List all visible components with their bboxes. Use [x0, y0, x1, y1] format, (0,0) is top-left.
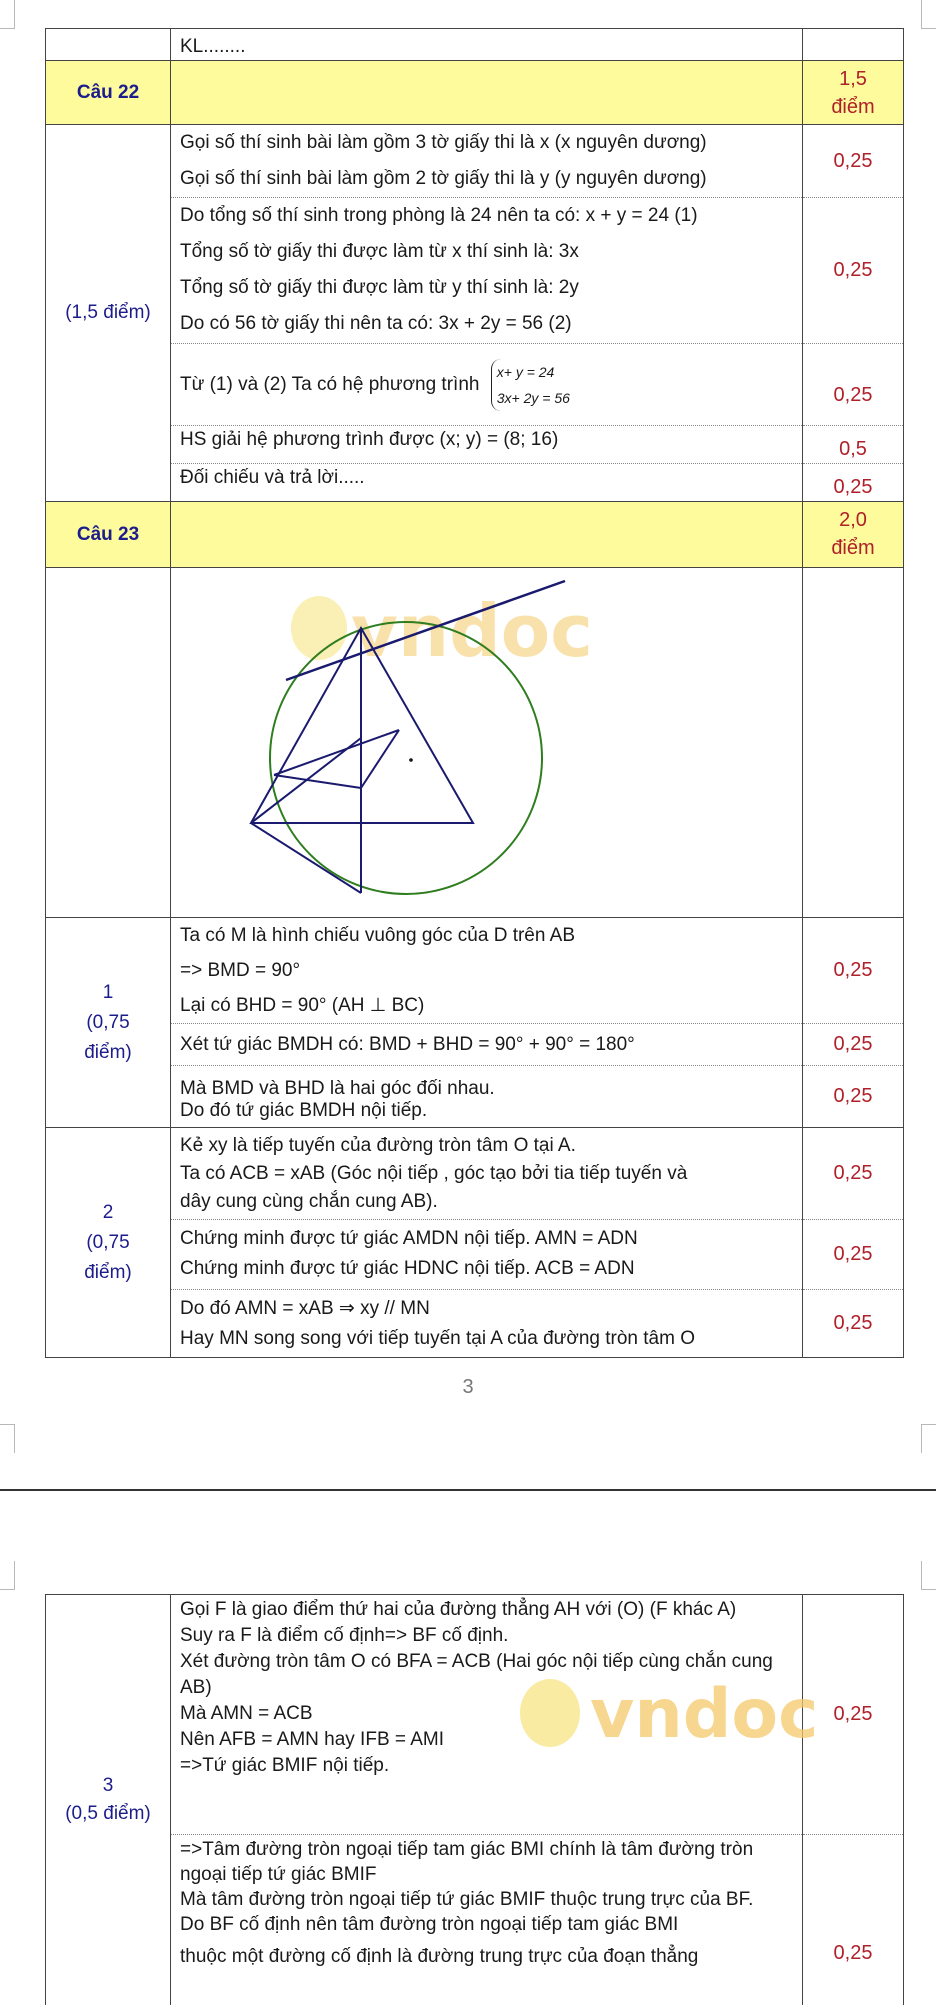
solution-step: Gọi số thí sinh bài làm gồm 3 tờ giấy thi là x (x nguyên dương) Gọi số thí sinh bài làm gồm 2 tờ giấy thi là y (y nguyên dương) [171, 125, 803, 198]
answer-table-page-1 [45, 28, 904, 1358]
part-label: 3 (0,5 điểm) [46, 1595, 171, 2005]
step-points: 0,25 [803, 125, 904, 198]
svg-text:vndoc: vndoc [351, 589, 593, 673]
solution-step: Do tổng số thí sinh trong phòng là 24 nên ta có: x + y = 24 (1) Tổng số tờ giấy thi được làm từ x thí sinh là: 3x Tổng số tờ giấy thi được làm từ y thí sinh là: 2y Do có 56 tờ giấy thi nên ta có: 3x + 2y = 56 (2) [171, 198, 803, 344]
step-points: 0,25 [803, 198, 904, 344]
answer-table-page-2 [45, 1594, 904, 2005]
equation-system: x+ y = 24 3x+ 2y = 56 [491, 359, 570, 411]
part-label: 1 (0,75 điểm) [46, 918, 171, 1128]
step-points: 0,25 [803, 1290, 904, 1358]
step-points: 0,25 [803, 344, 904, 426]
solution-step: HS giải hệ phương trình được (x; y) = (8; 16) [171, 426, 803, 464]
solution-step: Kẻ xy là tiếp tuyến của đường tròn tâm O tại A. Ta có ACB = xAB (Góc nội tiếp , góc tạo bởi tia tiếp tuyến và dây cung cùng chắn cung AB). [171, 1128, 803, 1220]
step-points: 0,25 [803, 1835, 904, 2005]
part-label: 2 (0,75 điểm) [46, 1128, 171, 1358]
page-corner-mark [921, 1561, 936, 1590]
solution-step: Chứng minh được tứ giác AMDN nội tiếp. AMN = ADN Chứng minh được tứ giác HDNC nội tiếp. ACB = ADN [171, 1220, 803, 1290]
page-corner-mark [921, 0, 936, 29]
solution-step: Từ (1) và (2) Ta có hệ phương trình x+ y = 24 3x+ 2y = 56 [171, 344, 803, 426]
question-total-points: 1,5 điểm [803, 61, 904, 125]
page-number: 3 [462, 1376, 474, 1398]
solution-step: Mà BMD và BHD là hai góc đối nhau. Do đó tứ giác BMDH nội tiếp. [171, 1066, 803, 1128]
page-corner-mark [0, 1424, 15, 1453]
step-points: 0,25 [803, 464, 904, 502]
geometry-figure [171, 568, 785, 918]
solution-step: =>Tâm đường tròn ngoại tiếp tam giác BMI chính là tâm đường tròn ngoại tiếp tứ giác BMIF Mà tâm đường tròn ngoại tiếp tứ giác BMIF thuộc trung trực của BF. Do BF cố định nên tâm đường tròn ngoại tiếp tam giác BMI thuộc một đường cố định là đường trung trực của đoạn thẳng [171, 1835, 803, 2005]
step-points: 0,25 [803, 918, 904, 1024]
step-points: 0,5 [803, 426, 904, 464]
question-label: Câu 22 [46, 61, 171, 125]
step-points: 0,25 [803, 1066, 904, 1128]
solution-step: Đối chiếu và trả lời..... [171, 464, 803, 502]
page-corner-mark [921, 1424, 936, 1453]
solution-step: Xét tứ giác BMDH có: BMD + BHD = 90° + 90° = 180° [171, 1024, 803, 1066]
step-points: 0,25 [803, 1128, 904, 1220]
solution-step: Ta có M là hình chiếu vuông góc của D trên AB => BMD = 90° Lại có BHD = 90° (AH ⊥ BC) [171, 918, 803, 1024]
step-points: 0,25 [803, 1024, 904, 1066]
svg-text:vndoc: vndoc [590, 1675, 819, 1751]
section-label: (1,5 điểm) [46, 125, 171, 502]
solution-step: Do đó AMN = xAB ⇒ xy // MN Hay MN song song với tiếp tuyến tại A của đường tròn tâm O [171, 1290, 803, 1358]
geometry-figure-cell [171, 568, 803, 918]
vndoc-watermark [291, 589, 593, 673]
kl-cell: KL........ [171, 29, 803, 61]
step-points: 0,25 [803, 1220, 904, 1290]
question-label: Câu 23 [46, 502, 171, 568]
document-page-2 [0, 1491, 936, 1967]
question-total-points: 2,0 điểm [803, 502, 904, 568]
page-corner-mark [0, 1561, 15, 1590]
page-corner-mark [0, 0, 15, 29]
solution-step: Gọi F là giao điểm thứ hai của đường thẳng AH với (O) (F khác A) Suy ra F là điểm cố định=> BF cố định. Xét đường tròn tâm O có BFA = ACB (Hai góc nội tiếp cùng chắn cung AB) Mà AMN = ACB Nên AFB = AMN hay IFB = AMI =>Tứ giác BMIF nội tiếp. [171, 1595, 803, 1835]
step-points: 0,25 [803, 1595, 904, 1835]
